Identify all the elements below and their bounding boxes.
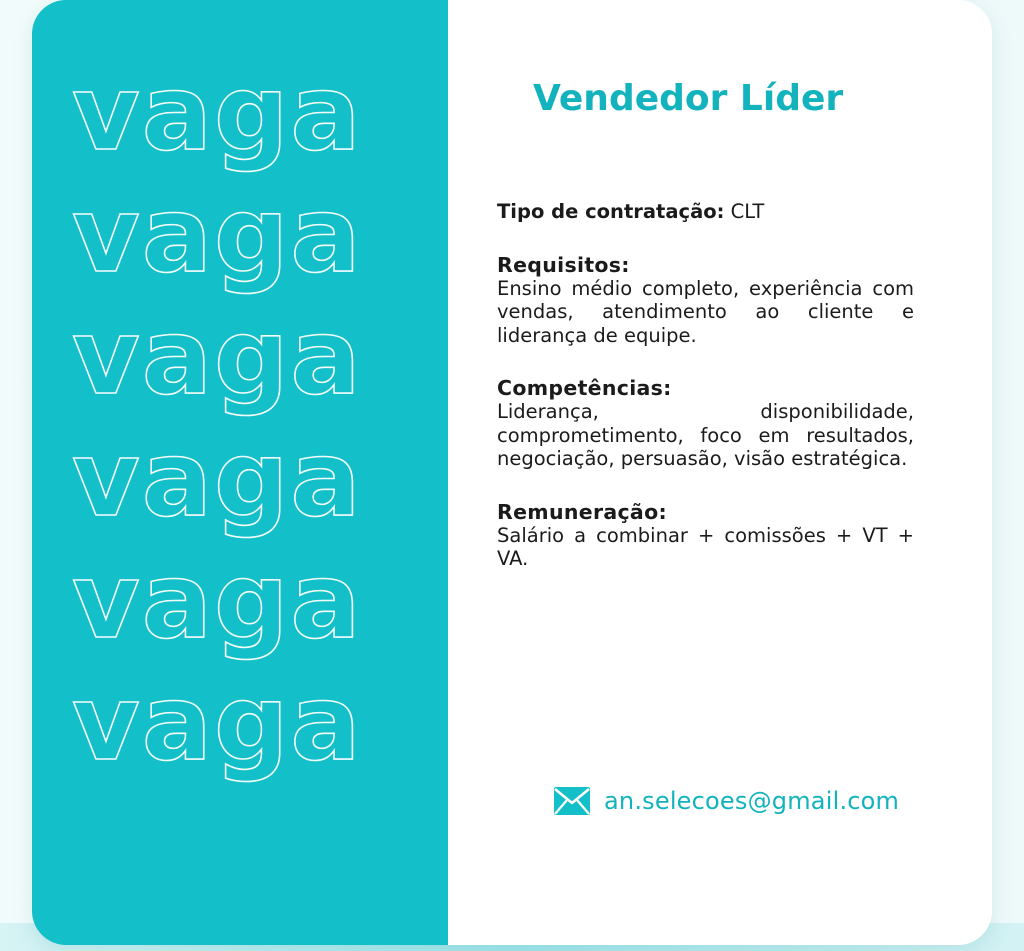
requirements-text: Ensino médio completo, experiência com vendas, atendimento ao cliente e liderança de equipe. [497,276,914,347]
compensation-title: Remuneração: [497,499,667,524]
requirements-section [497,253,914,348]
contract-type-value: CLT [730,200,765,223]
competencies-text: Liderança, disponibilidade, comprometimento, foco em resultados, negociação, persuasão, visão estratégica. [497,400,914,470]
email-link[interactable]: an.selecoes@gmail.com [604,787,900,815]
compensation-section [497,500,914,571]
requirements-title: Requisitos: [497,252,630,277]
job-details-panel [448,0,992,945]
contact-email [553,786,899,816]
job-title: Vendedor Líder [533,78,844,119]
vaga-word: vaga [72,662,363,784]
job-details [497,200,914,600]
vaga-word-stack [72,52,412,784]
vaga-word: vaga [72,540,363,662]
vaga-word: vaga [72,174,363,296]
contract-type [497,200,914,224]
vaga-word: vaga [72,418,363,540]
competencies-section [497,376,914,471]
vaga-word: vaga [72,296,363,418]
contract-type-label: Tipo de contratação: [497,200,725,223]
competencies-title: Competências: [497,376,672,400]
job-card [32,0,992,945]
decorative-panel [32,0,448,945]
vaga-word: vaga [72,52,363,174]
compensation-text: Salário a combinar + comissões + VT + VA. [497,523,914,570]
mail-icon [553,786,591,816]
